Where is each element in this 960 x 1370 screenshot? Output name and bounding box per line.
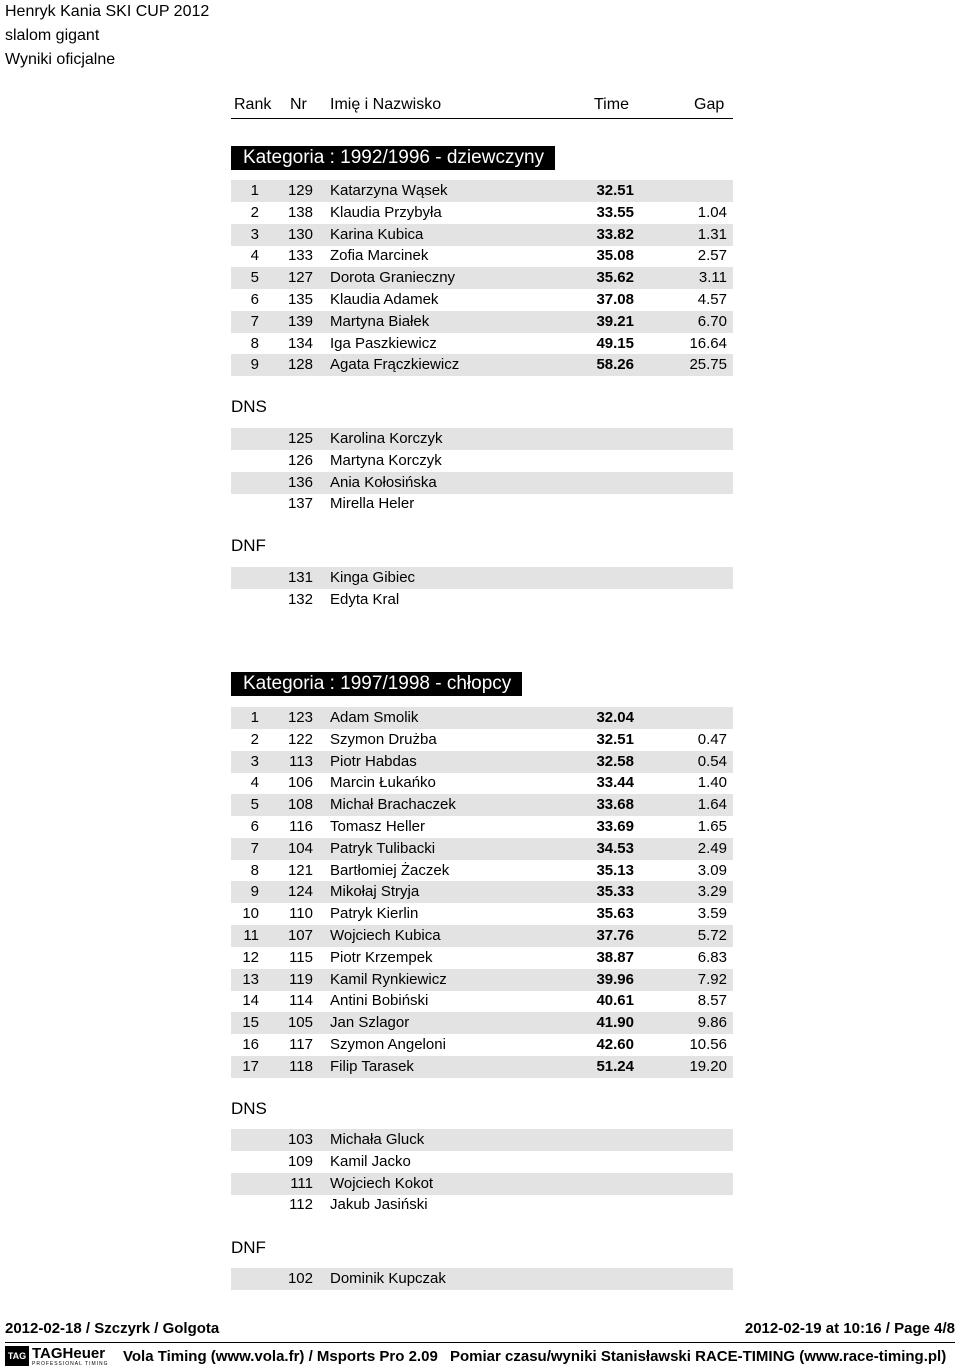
result-row [231, 1034, 733, 1056]
rank-cell: 3 [250, 226, 259, 243]
footer-credit-race-timing: Pomiar czasu/wyniki Stanisławski RACE-TIMING (www.race-timing.pl) [450, 1348, 947, 1365]
athlete-name: Wojciech Kokot [330, 1175, 434, 1192]
col-name-header: Imię i Nazwisko [330, 96, 442, 113]
bib-cell: 138 [287, 204, 313, 221]
time-cell: 38.87 [596, 949, 634, 966]
rank-cell: 2 [250, 731, 259, 748]
result-row [231, 333, 733, 355]
time-cell: 42.60 [596, 1036, 634, 1053]
bib-cell: 119 [289, 971, 313, 988]
athlete-name: Klaudia Przybyła [330, 204, 442, 221]
category-title: Kategoria : 1997/1998 - chłopcy [231, 672, 522, 696]
rank-cell: 14 [242, 992, 259, 1009]
result-row [231, 794, 733, 816]
dns-label: DNS [231, 1099, 267, 1118]
result-row [231, 202, 733, 224]
rank-cell: 8 [250, 335, 259, 352]
dns-row [231, 1173, 733, 1195]
rank-cell: 9 [250, 356, 259, 373]
time-cell: 40.61 [596, 992, 634, 1009]
gap-cell: 7.92 [697, 971, 727, 988]
dns-label: DNS [231, 397, 267, 416]
time-cell: 35.33 [596, 883, 634, 900]
rank-cell: 13 [242, 971, 259, 988]
time-cell: 33.69 [596, 818, 634, 835]
rank-cell: 6 [250, 291, 259, 308]
results-status: Wyniki oficjalne [5, 51, 116, 68]
dnf-row [231, 1268, 733, 1290]
time-cell: 39.96 [596, 971, 634, 988]
time-cell: 33.82 [596, 226, 634, 243]
rank-cell: 8 [250, 862, 259, 879]
athlete-name: Patryk Kierlin [330, 905, 419, 922]
bib-cell: 105 [287, 1014, 313, 1031]
bib-cell: 122 [287, 731, 313, 748]
athlete-name: Ania Kołosińska [330, 474, 437, 491]
time-cell: 51.24 [596, 1058, 634, 1075]
gap-cell: 1.31 [697, 226, 727, 243]
rank-cell: 15 [242, 1014, 259, 1031]
athlete-name: Wojciech Kubica [330, 927, 441, 944]
rank-cell: 1 [250, 182, 259, 199]
bib-cell: 103 [287, 1131, 313, 1148]
athlete-name: Iga Paszkiewicz [330, 335, 437, 352]
rank-cell: 12 [242, 949, 259, 966]
time-cell: 32.51 [596, 731, 634, 748]
athlete-name: Jan Szlagor [330, 1014, 410, 1031]
tagheuer-logo [5, 1346, 113, 1368]
bib-cell: 104 [287, 840, 313, 857]
column-header-row [231, 94, 733, 119]
athlete-name: Kamil Jacko [330, 1153, 411, 1170]
athlete-name: Dominik Kupczak [330, 1270, 446, 1287]
athlete-name: Katarzyna Wąsek [330, 182, 448, 199]
bib-cell: 132 [287, 591, 313, 608]
time-cell: 34.53 [596, 840, 634, 857]
bib-cell: 102 [287, 1270, 313, 1287]
event-title: Henryk Kania SKI CUP 2012 [5, 3, 210, 20]
gap-cell: 0.47 [697, 731, 727, 748]
footer-credit-vola: Vola Timing (www.vola.fr) / Msports Pro 2.09 [123, 1348, 438, 1365]
gap-cell: 1.04 [697, 204, 727, 221]
athlete-name: Tomasz Heller [330, 818, 426, 835]
result-row [231, 289, 733, 311]
gap-cell: 10.56 [689, 1036, 727, 1053]
document-header [5, 0, 209, 72]
logo-subtitle: PROFESSIONAL TIMING [32, 1361, 109, 1367]
result-row [231, 729, 733, 751]
col-nr-header: Nr [290, 96, 307, 113]
rank-cell: 7 [250, 840, 259, 857]
athlete-name: Szymon Drużba [330, 731, 437, 748]
bib-cell: 106 [287, 774, 313, 791]
result-row [231, 311, 733, 333]
time-cell: 41.90 [596, 1014, 634, 1031]
time-cell: 37.76 [596, 927, 634, 944]
gap-cell: 1.65 [697, 818, 727, 835]
gap-cell: 5.72 [697, 927, 727, 944]
result-row [231, 354, 733, 376]
result-row [231, 772, 733, 794]
gap-cell: 3.09 [697, 862, 727, 879]
athlete-name: Martyna Białek [330, 313, 430, 330]
bib-cell: 113 [289, 753, 313, 770]
gap-cell: 4.57 [697, 291, 727, 308]
bib-cell: 112 [289, 1196, 313, 1213]
athlete-name: Filip Tarasek [330, 1058, 414, 1075]
time-cell: 32.51 [596, 182, 634, 199]
athlete-name: Kamil Rynkiewicz [330, 971, 447, 988]
rank-cell: 9 [250, 883, 259, 900]
footer-date-location: 2012-02-18 / Szczyrk / Golgota [5, 1320, 220, 1337]
dnf-row [231, 589, 733, 611]
rank-cell: 4 [250, 774, 259, 791]
athlete-name: Mirella Heler [330, 495, 415, 512]
rank-cell: 4 [250, 247, 259, 264]
gap-cell: 8.57 [697, 992, 727, 1009]
result-row [231, 707, 733, 729]
athlete-name: Klaudia Adamek [330, 291, 439, 308]
time-cell: 32.04 [596, 709, 634, 726]
col-time-header: Time [594, 96, 629, 113]
result-row [231, 903, 733, 925]
bib-cell: 108 [287, 796, 313, 813]
gap-cell: 25.75 [689, 356, 727, 373]
bib-cell: 109 [287, 1153, 313, 1170]
time-cell: 37.08 [596, 291, 634, 308]
gap-cell: 6.83 [697, 949, 727, 966]
rank-cell: 3 [250, 753, 259, 770]
bib-cell: 131 [287, 569, 313, 586]
rank-cell: 11 [243, 927, 259, 944]
dnf-label: DNF [231, 1238, 266, 1257]
athlete-name: Michała Gluck [330, 1131, 425, 1148]
athlete-name: Jakub Jasiński [330, 1196, 428, 1213]
athlete-name: Adam Smolik [330, 709, 419, 726]
time-cell: 35.08 [596, 247, 634, 264]
athlete-name: Karina Kubica [330, 226, 424, 243]
time-cell: 33.55 [596, 204, 634, 221]
bib-cell: 114 [289, 992, 313, 1009]
result-row [231, 224, 733, 246]
discipline-title: slalom gigant [5, 27, 100, 44]
athlete-name: Antini Bobiński [330, 992, 429, 1009]
bib-cell: 126 [287, 452, 313, 469]
gap-cell: 9.86 [697, 1014, 727, 1031]
dns-row [231, 472, 733, 494]
bib-cell: 116 [289, 818, 313, 835]
category-title: Kategoria : 1992/1996 - dziewczyny [231, 146, 555, 170]
result-row [231, 969, 733, 991]
rank-cell: 5 [250, 269, 259, 286]
bib-cell: 128 [287, 356, 313, 373]
bib-cell: 124 [287, 883, 313, 900]
bib-cell: 121 [287, 862, 313, 879]
athlete-name: Patryk Tulibacki [330, 840, 436, 857]
bib-cell: 127 [287, 269, 313, 286]
gap-cell: 2.49 [697, 840, 727, 857]
athlete-name: Piotr Krzempek [330, 949, 433, 966]
gap-cell: 19.20 [689, 1058, 727, 1075]
dns-row [231, 1129, 733, 1151]
dns-row [231, 428, 733, 450]
bib-cell: 123 [287, 709, 313, 726]
athlete-name: Zofia Marcinek [330, 247, 429, 264]
bib-cell: 118 [289, 1058, 313, 1075]
gap-cell: 0.54 [697, 753, 727, 770]
dns-row [231, 450, 733, 472]
bib-cell: 117 [289, 1036, 313, 1053]
rank-cell: 6 [250, 818, 259, 835]
result-row [231, 180, 733, 202]
time-cell: 39.21 [596, 313, 634, 330]
gap-cell: 2.57 [697, 247, 727, 264]
athlete-name: Szymon Angeloni [330, 1036, 446, 1053]
time-cell: 35.63 [596, 905, 634, 922]
result-row [231, 1012, 733, 1034]
result-row [231, 1056, 733, 1078]
col-gap-header: Gap [694, 96, 725, 113]
time-cell: 58.26 [596, 356, 634, 373]
athlete-name: Martyna Korczyk [330, 452, 442, 469]
result-row [231, 245, 733, 267]
gap-cell: 3.11 [698, 269, 727, 286]
tagheuer-shield-icon: TAG [5, 1346, 29, 1366]
rank-cell: 5 [250, 796, 259, 813]
athlete-name: Mikołaj Stryja [330, 883, 420, 900]
result-row [231, 816, 733, 838]
result-row [231, 881, 733, 903]
gap-cell: 16.64 [689, 335, 727, 352]
athlete-name: Bartłomiej Żaczek [330, 862, 450, 879]
time-cell: 33.44 [596, 774, 634, 791]
bib-cell: 111 [290, 1175, 313, 1192]
athlete-name: Kinga Gibiec [330, 569, 416, 586]
time-cell: 32.58 [596, 753, 634, 770]
bib-cell: 129 [287, 182, 313, 199]
result-row [231, 751, 733, 773]
bib-cell: 125 [287, 430, 313, 447]
rank-cell: 10 [242, 905, 259, 922]
dns-row [231, 1194, 733, 1216]
gap-cell: 6.70 [697, 313, 727, 330]
dns-row [231, 1151, 733, 1173]
gap-cell: 1.64 [697, 796, 727, 813]
time-cell: 49.15 [596, 335, 634, 352]
bib-cell: 136 [287, 474, 313, 491]
athlete-name: Michał Brachaczek [330, 796, 456, 813]
bib-cell: 135 [287, 291, 313, 308]
gap-cell: 3.29 [697, 883, 727, 900]
bib-cell: 137 [287, 495, 313, 512]
bib-cell: 115 [289, 949, 313, 966]
rank-cell: 16 [242, 1036, 259, 1053]
rank-cell: 17 [242, 1058, 259, 1075]
gap-cell: 1.40 [697, 774, 727, 791]
bib-cell: 130 [287, 226, 313, 243]
rank-cell: 2 [250, 204, 259, 221]
athlete-name: Dorota Granieczny [330, 269, 456, 286]
bib-cell: 107 [287, 927, 313, 944]
result-row [231, 267, 733, 289]
result-row [231, 925, 733, 947]
rank-cell: 7 [250, 313, 259, 330]
time-cell: 35.13 [596, 862, 634, 879]
bib-cell: 133 [287, 247, 313, 264]
dnf-row [231, 567, 733, 589]
result-row [231, 860, 733, 882]
result-row [231, 990, 733, 1012]
athlete-name: Edyta Kral [330, 591, 400, 608]
gap-cell: 3.59 [697, 905, 727, 922]
result-row [231, 947, 733, 969]
result-row [231, 838, 733, 860]
bib-cell: 134 [287, 335, 313, 352]
rank-cell: 1 [250, 709, 259, 726]
athlete-name: Piotr Habdas [330, 753, 417, 770]
footer-divider [5, 1342, 955, 1343]
dns-row [231, 493, 733, 515]
athlete-name: Marcin Łukańko [330, 774, 436, 791]
dnf-label: DNF [231, 536, 266, 555]
footer-page-info: 2012-02-19 at 10:16 / Page 4/8 [744, 1320, 955, 1337]
time-cell: 35.62 [596, 269, 634, 286]
col-rank-header: Rank [234, 96, 272, 113]
logo-wordmark: TAGHeuer [32, 1345, 106, 1362]
bib-cell: 110 [289, 905, 313, 922]
bib-cell: 139 [287, 313, 313, 330]
time-cell: 33.68 [596, 796, 634, 813]
athlete-name: Agata Frączkiewicz [330, 356, 460, 373]
athlete-name: Karolina Korczyk [330, 430, 443, 447]
